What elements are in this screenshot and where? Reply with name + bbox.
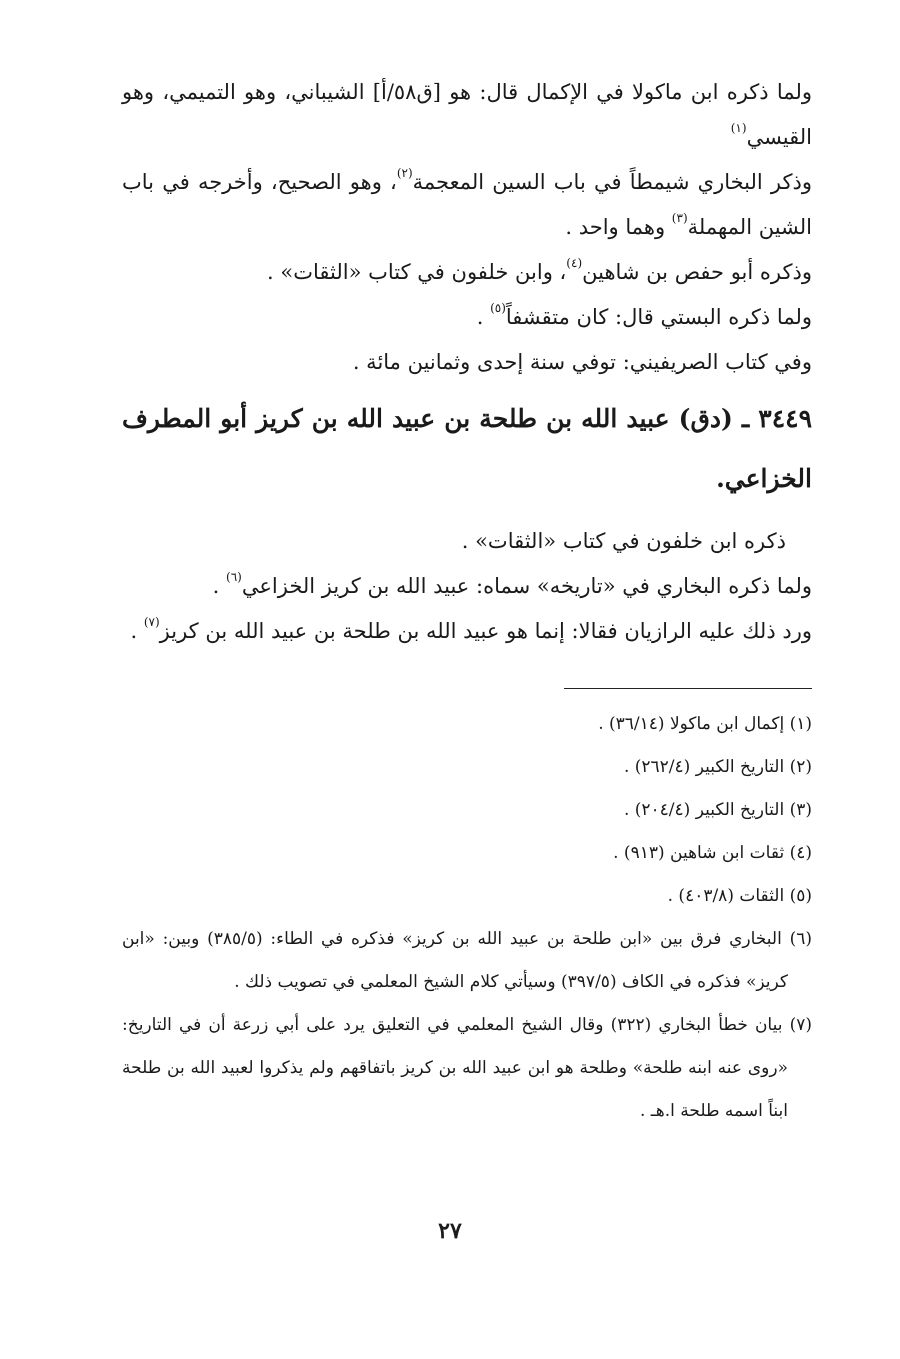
footnote-ref: (٤) — [566, 256, 583, 270]
footnote-item: (٢) التاريخ الكبير (٢٦٢/٤) . — [623, 757, 812, 777]
paragraph-bukhari — [122, 160, 812, 250]
paragraph-text: ولما ذكره ابن ماكولا في الإكمال قال: هو [ق٥٨/أ] الشيباني، وهو التميمي، وهو القيسي — [122, 80, 812, 149]
footnote-separator — [564, 688, 812, 689]
footnote-ref: (٣) — [671, 211, 688, 225]
paragraph-raziyan — [122, 609, 812, 654]
paragraph-text-cont: وهما واحد . — [565, 215, 672, 239]
footnote-ref: (٦) — [226, 570, 242, 584]
entry-heading: ٣٤٤٩ ـ (دق) عبيد الله بن طلحة بن عبيد الله بن كريز أبو المطرف الخزاعي. — [122, 404, 812, 493]
paragraph-text: وذكره أبو حفص بن شاهين — [582, 260, 812, 284]
footnote-item: (٧) بيان خطأ البخاري (٣٢٢) وقال الشيخ المعلمي في التعليق يرد على أبي زرعة أن في التاريخ: «روى عنه ابنه طلحة» وطلحة هو ابن عبيد الله بن كريز باتفاقهم ولم يذكروا لعبيد الله بن طلحة ابناً اسمه طلحة ا.هـ . — [122, 1015, 812, 1121]
paragraph-bukhari-tarikh — [122, 564, 812, 609]
paragraph-text: ولما ذكره البستي قال: كان متقشفاً — [505, 305, 812, 329]
footnote-item: (٥) الثقات (٤٠٣/٨) . — [667, 886, 812, 906]
paragraph-text: وذكر البخاري شيمطاً في باب السين المعجمة — [412, 170, 812, 194]
paragraph-ibn-makula — [122, 70, 812, 160]
footnote-item: (٤) ثقات ابن شاهين (٩١٣) . — [613, 843, 812, 863]
page-number: ٢٧ — [438, 1218, 462, 1244]
paragraph-busti — [122, 295, 812, 340]
paragraph-ibn-khalfun — [122, 519, 812, 564]
paragraph-text: ورد ذلك عليه الرازيان فقالا: إنما هو عبيد الله بن طلحة بن عبيد الله بن كريز — [159, 619, 812, 643]
footnote-item: (١) إكمال ابن ماكولا (٣٦/١٤) . — [598, 714, 812, 734]
paragraph-text: ذكره ابن خلفون في كتاب «الثقات» . — [461, 529, 786, 553]
footnote-ref: (٧) — [143, 615, 160, 629]
footnote-item: (٦) البخاري فرق بين «ابن طلحة بن عبيد الله بن كريز» فذكره في الطاء: (٣٨٥/٥) وبين: «ابن كريز» فذكره في الكاف (٣٩٧/٥) وسيأتي كلام الشيخ المعلمي في تصويب ذلك . — [122, 929, 812, 992]
paragraph-text-cont: ، وابن خلفون في كتاب «الثقات» . — [267, 260, 567, 284]
footnote-ref: (٢) — [396, 166, 413, 180]
footnote-ref: (٥) — [490, 301, 506, 315]
main-text — [122, 70, 812, 654]
paragraph-text: ولما ذكره البخاري في «تاريخه» سماه: عبيد الله بن كريز الخزاعي — [241, 574, 812, 598]
paragraph-text-cont: ، وهو الصحيح، وأخرجه في باب الشين المهملة — [122, 170, 812, 239]
paragraph-text: وفي كتاب الصريفيني: توفي سنة إحدى وثمانين مائة . — [352, 350, 812, 374]
paragraph-sarifini — [122, 340, 812, 385]
paragraph-ibn-shahin — [122, 250, 812, 295]
footnotes — [122, 703, 812, 1133]
paragraph-text-cont: . — [130, 619, 144, 643]
footnote-item: (٣) التاريخ الكبير (٢٠٤/٤) . — [623, 800, 812, 820]
footnote-ref: (١) — [730, 121, 747, 135]
paragraph-text-cont: . — [476, 305, 491, 329]
paragraph-text-cont: . — [212, 574, 227, 598]
